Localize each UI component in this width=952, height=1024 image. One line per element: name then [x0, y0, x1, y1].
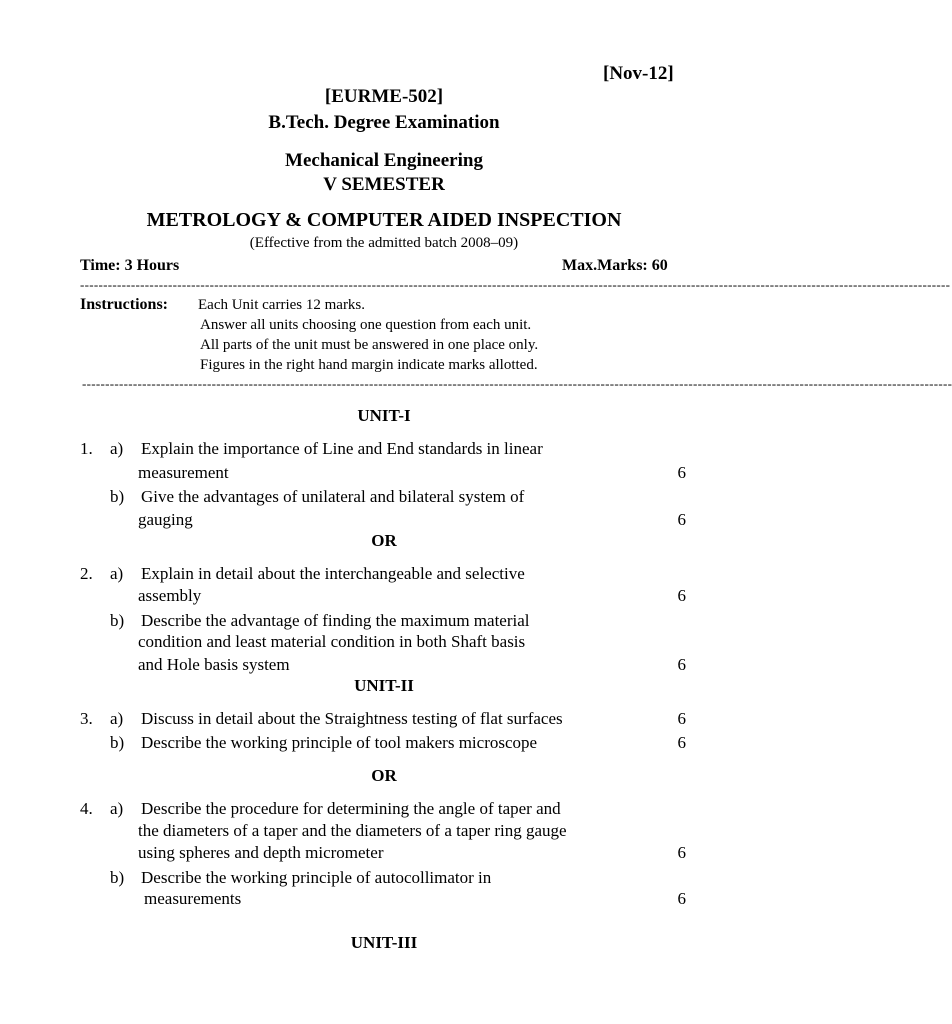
instruction-line-1: Each Unit carries 12 marks. — [198, 297, 366, 313]
semester-title: V SEMESTER — [323, 174, 445, 195]
unit-heading-1: UNIT-I — [357, 406, 411, 425]
marks-value: 6 — [677, 733, 686, 752]
marks-value: 6 — [677, 709, 686, 728]
question-text: Give the advantages of unilateral and bilateral system of — [141, 487, 525, 506]
max-marks-label: Max.Marks: 60 — [562, 257, 668, 274]
marks-value: 6 — [677, 510, 686, 529]
question-text: Discuss in detail about the Straightness testing of flat surfaces — [141, 709, 563, 728]
or-divider: OR — [371, 766, 397, 785]
question-text: Describe the working principle of autocollimator in — [141, 868, 492, 887]
marks-value: 6 — [677, 889, 686, 908]
question-number: 2. — [80, 564, 93, 583]
part-label: b) — [110, 733, 125, 752]
subject-title: METROLOGY & COMPUTER AIDED INSPECTION — [146, 209, 622, 231]
time-label: Time: 3 Hours — [80, 257, 180, 274]
question-text: the diameters of a taper and the diameters of a taper ring gauge — [138, 821, 567, 840]
part-label: b) — [110, 611, 125, 630]
unit-heading-2: UNIT-II — [354, 676, 414, 695]
branch-title: Mechanical Engineering — [285, 150, 483, 171]
separator-bottom: -------------------------------------------------------------------------------------------------------------------------------------------------------------------------------------------- — [82, 376, 952, 391]
effective-note: (Effective from the admitted batch 2008–09) — [249, 235, 519, 251]
part-label: b) — [110, 487, 125, 506]
part-label: b) — [110, 868, 125, 887]
question-text: Explain in detail about the interchangeable and selective — [141, 564, 525, 583]
question-number: 4. — [80, 799, 93, 818]
instruction-line-3: All parts of the unit must be answered in one place only. — [200, 337, 539, 353]
instruction-line-4: Figures in the right hand margin indicate marks allotted. — [200, 357, 538, 373]
marks-value: 6 — [677, 586, 686, 605]
separator-top: -------------------------------------------------------------------------------------------------------------------------------------------------------------------------------------------- — [80, 277, 951, 292]
question-number: 3. — [80, 709, 93, 728]
question-text: measurement — [138, 463, 229, 482]
question-text: using spheres and depth micrometer — [138, 843, 384, 862]
paper-code: [EURME-502] — [324, 86, 444, 107]
instructions-label: Instructions: — [80, 296, 169, 313]
question-text: Describe the procedure for determining the angle of taper and — [141, 799, 561, 818]
question-text: assembly — [138, 586, 202, 605]
question-text: Explain the importance of Line and End standards in linear — [141, 439, 543, 458]
marks-value: 6 — [677, 655, 686, 674]
question-text: measurements — [144, 889, 242, 908]
question-number: 1. — [80, 439, 93, 458]
question-text: gauging — [138, 510, 193, 529]
instruction-line-2: Answer all units choosing one question from each unit. — [200, 317, 532, 333]
question-text: Describe the working principle of tool makers microscope — [141, 733, 538, 752]
exam-date: [Nov-12] — [603, 63, 674, 84]
part-label: a) — [110, 799, 124, 818]
part-label: a) — [110, 439, 124, 458]
part-label: a) — [110, 709, 124, 728]
marks-value: 6 — [677, 463, 686, 482]
part-label: a) — [110, 564, 124, 583]
exam-title: B.Tech. Degree Examination — [268, 112, 500, 133]
question-text: Describe the advantage of finding the maximum material — [141, 611, 530, 630]
marks-value: 6 — [677, 843, 686, 862]
question-text: condition and least material condition in both Shaft basis — [138, 632, 526, 651]
question-text: and Hole basis system — [138, 655, 290, 674]
unit-heading-3: UNIT-III — [350, 933, 418, 952]
or-divider: OR — [371, 531, 397, 550]
